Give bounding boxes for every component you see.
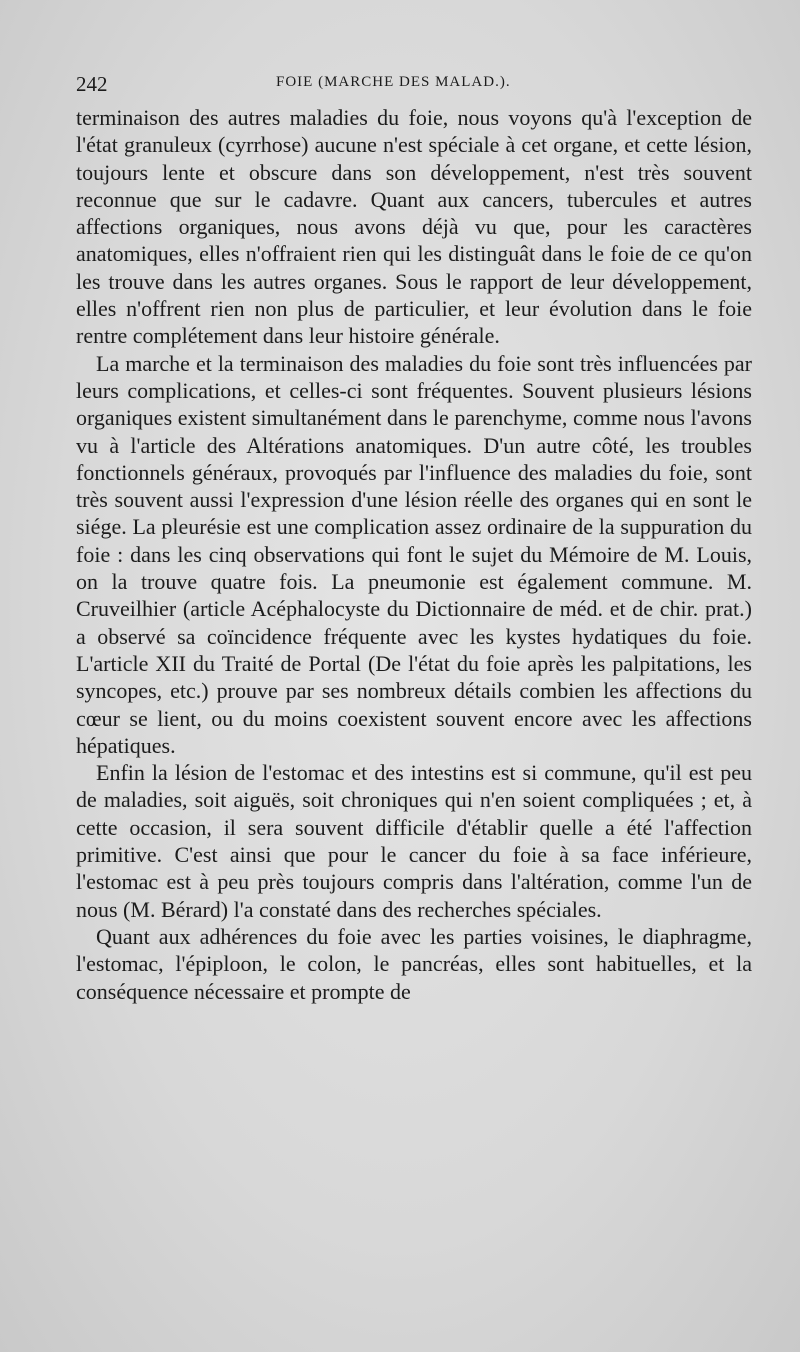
body-text — [76, 104, 752, 1005]
page-number: 242 — [76, 72, 108, 96]
page-header — [76, 72, 752, 100]
paragraph-3: Enfin la lésion de l'estomac et des intestins est si commune, qu'il est peu de maladies, soit aiguës, soit chroniques qui n'en soient compliquées ; et, à cette occasion, il sera souvent difficile d'établir quelle a été l'affection primitive. C'est ainsi que pour le cancer du foie à sa face inférieure, l'estomac est à peu près toujours compris dans l'altération, comme l'un de nous (M. Bérard) l'a constaté dans des recherches spéciales. — [76, 760, 752, 922]
paragraph-2: La marche et la terminaison des maladies du foie sont très influencées par leurs complications, et celles-ci sont fréquentes. Souvent plusieurs lésions organiques existent simultanément dans le parenchyme, comme nous l'avons vu à l'article des Altérations anatomiques. D'un autre côté, les troubles fonctionnels généraux, provoqués par l'influence des maladies du foie, sont très souvent aussi l'expression d'une lésion réelle des organes qui en sont le siége. La pleurésie est une complication assez ordinaire de la suppuration du foie : dans les cinq observations qui font le sujet du Mémoire de M. Louis, on la trouve quatre fois. La pneumonie est également commune. M. Cruveilhier (article Acéphalocyste du Dictionnaire de méd. et de chir. prat.) a observé sa coïncidence fréquente avec les kystes hydatiques du foie. L'article XII du Traité de Portal (De l'état du foie après les palpitations, les syncopes, etc.) prouve par ses nombreux détails combien les affections du cœur se lient, ou du moins coexistent souvent encore avec les affections hépatiques. — [76, 350, 752, 758]
paragraph-4: Quant aux adhérences du foie avec les parties voisines, le diaphragme, l'estomac, l'épiploon, le colon, le pancréas, elles sont habituelles, et la conséquence nécessaire et prompte de — [76, 923, 752, 1004]
running-title: FOIE (MARCHE DES MALAD.). — [276, 74, 511, 90]
paragraph-1: terminaison des autres maladies du foie, nous voyons qu'à l'exception de l'état granuleux (cyrrhose) aucune n'est spéciale à cet organe, et cette lésion, toujours lente et obscure dans son développement, n'est très souvent reconnue que sur le cadavre. Quant aux cancers, tubercules et autres affections organiques, nous avons déjà vu que, pour les caractères anatomiques, elles n'offraient rien qui les distinguât dans le foie de ce qu'on les trouve dans les autres organes. Sous le rapport de leur développement, elles n'offrent rien non plus de particulier, et leur évolution dans le foie rentre complétement dans leur histoire générale. — [76, 105, 752, 349]
